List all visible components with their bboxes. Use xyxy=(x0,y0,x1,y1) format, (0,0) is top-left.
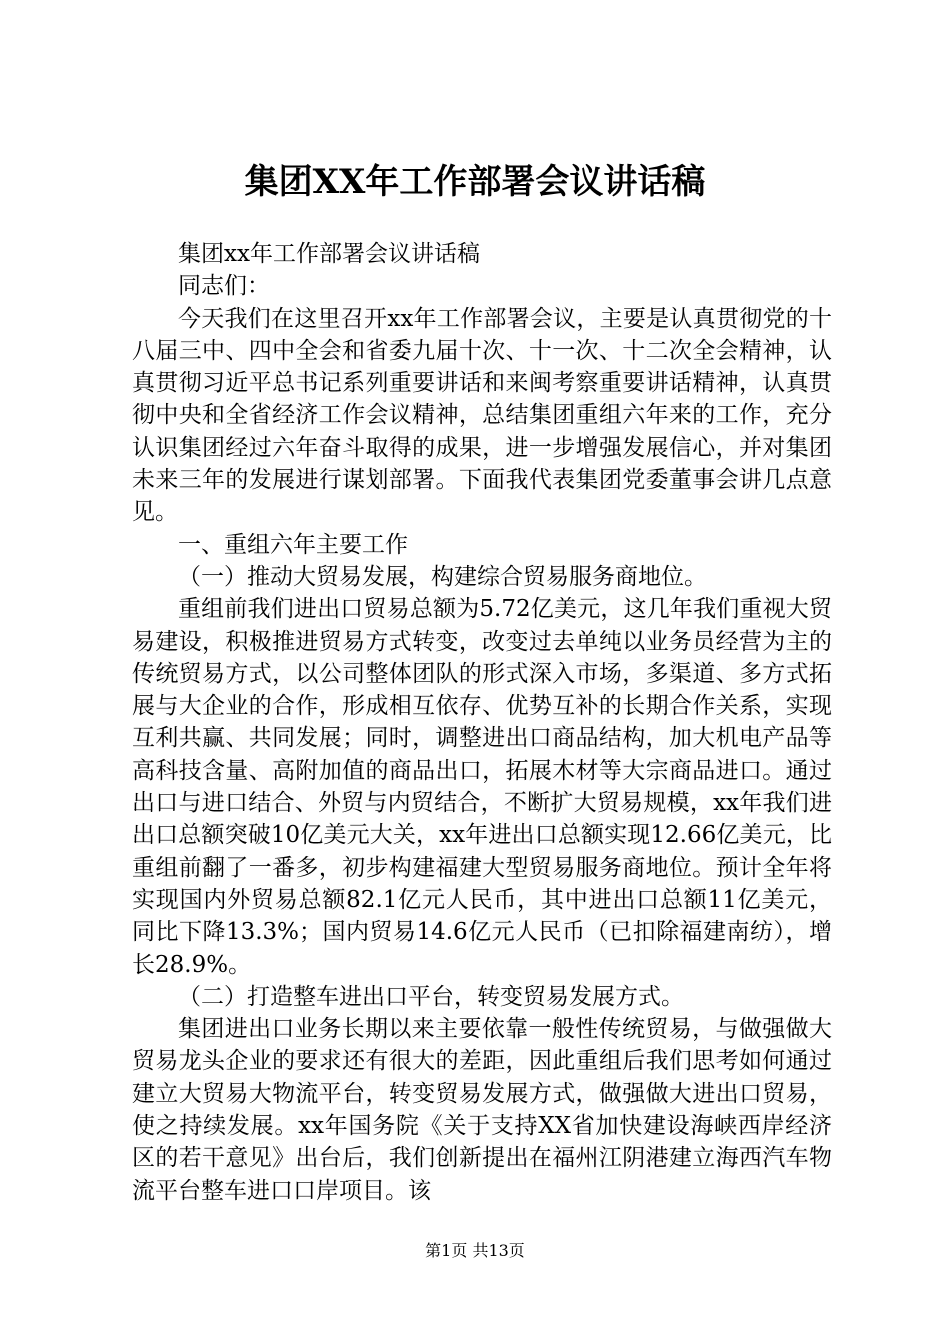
paragraph-salutation: 同志们： xyxy=(178,273,270,300)
document-body xyxy=(132,238,832,1207)
section-heading: 一、重组六年主要工作 xyxy=(178,531,408,558)
paragraph-body: 集团进出口业务长期以来主要依靠一般性传统贸易，与做强做大贸易龙头企业的要求还有很大的差距，因此重组后我们思考如何通过建立大贸易大物流平台，转变贸易发展方式，做强做大进出口贸易，使之持续发展。xx年国务院《关于支持XX省加快建设海峡西岸经济区的若干意见》出台后，我们创新提出在福州江阴港建立海西汽车物流平台整车进口口岸项目。该 xyxy=(132,1016,832,1204)
page-number: 第1页 共13页 xyxy=(425,1241,525,1260)
paragraph-intro: 今天我们在这里召开xx年工作部署会议，主要是认真贯彻党的十八届三中、四中全会和省委九届十次、十一次、十二次全会精神，认真贯彻习近平总书记系列重要讲话和来闽考察重要讲话精神，认真贯彻中央和全省经济工作会议精神，总结集团重组六年来的工作，充分认识集团经过六年奋斗取得的成果，进一步增强发展信心，并对集团未来三年的发展进行谋划部署。下面我代表集团党委董事会讲几点意见。 xyxy=(132,305,832,526)
paragraph-subtitle: 集团xx年工作部署会议讲话稿 xyxy=(178,241,480,267)
page-title: 集团XX年工作部署会议讲话稿 xyxy=(244,162,706,202)
subsection-heading: （一）推动大贸易发展，构建综合贸易服务商地位。 xyxy=(178,563,707,590)
subsection-heading: （二）打造整车进出口平台，转变贸易发展方式。 xyxy=(178,983,684,1010)
paragraph-body: 重组前我们进出口贸易总额为5.72亿美元，这几年我们重视大贸易建设，积极推进贸易方式转变，改变过去单纯以业务员经营为主的传统贸易方式，以公司整体团队的形式深入市场，多渠道、多方式拓展与大企业的合作，形成相互依存、优势互补的长期合作关系，实现互利共赢、共同发展；同时，调整进出口商品结构，加大机电产品等高科技含量、高附加值的商品出口，拓展木材等大宗商品进口。通过出口与进口结合、外贸与内贸结合，不断扩大贸易规模，xx年我们进出口总额突破10亿美元大关，xx年进出口总额实现12.66亿美元，比重组前翻了一番多，初步构建福建大型贸易服务商地位。预计全年将实现国内外贸易总额82.1亿元人民币，其中进出口总额11亿美元，同比下降13.3%；国内贸易14.6亿元人民币（已扣除福建南纺），增长28.9%。 xyxy=(132,596,832,978)
